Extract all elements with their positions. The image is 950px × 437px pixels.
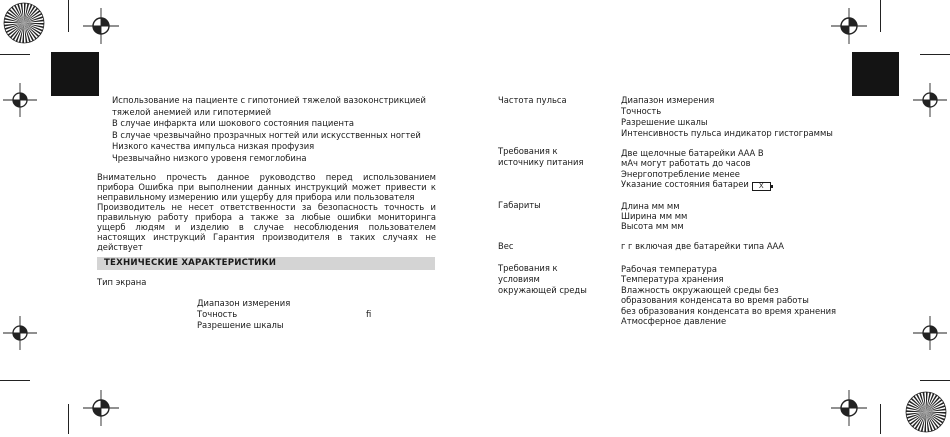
registration-mark-left-upper (2, 82, 38, 118)
power-label-line-2: источнику питания (498, 157, 584, 167)
trim-line-right-bottom (920, 380, 950, 381)
dimensions-width: Ширина мм мм (621, 211, 688, 221)
battery-icon: X (752, 182, 771, 191)
registration-mark-right-upper (912, 82, 948, 118)
trim-line-bottom-left (68, 404, 69, 434)
bullet-line-2: тяжелой анемией или гипотермией (112, 107, 272, 117)
warning-line-3: неправильному измерению или ущербу для прибора или пользователя (97, 192, 415, 202)
starburst-mark-top-left (3, 2, 45, 44)
black-color-block-right (852, 52, 899, 96)
environment-humidity-line-1: Влажность окружающей среды без (621, 285, 779, 295)
bullet-line-3: В случае инфаркта или шокового состояния пациента (112, 118, 354, 128)
power-spec-capacity: мАч могут работать до часов (621, 158, 751, 168)
environment-pressure: Атмосферное давление (621, 316, 727, 326)
warning-line-4: Производитель не несет ответственности за безопасность точность и (97, 202, 436, 212)
dimensions-label: Габариты (498, 200, 541, 210)
pulse-spec-intensity: Интенсивность пульса индикатор гистограммы (621, 128, 833, 138)
warning-line-6: ущерб людям и изделию в случае несоблюдения пользователем (97, 222, 436, 232)
screen-type-label: Тип экрана (97, 277, 147, 287)
power-label-line-1: Требования к (498, 146, 558, 156)
environment-label-line-3: окружающей среды (498, 285, 587, 295)
black-color-block-left (51, 52, 99, 96)
environment-operating-temp: Рабочая температура (621, 264, 717, 274)
pulse-spec-resolution: Разрешение шкалы (621, 117, 708, 127)
warning-line-5: правильную работу прибора а также за любые ошибки мониторинга (97, 212, 436, 222)
pulse-spec-range: Диапазон измерения (621, 95, 715, 105)
trim-line-top-right (880, 0, 881, 32)
pulse-rate-label: Частота пульса (498, 95, 567, 105)
power-spec-batteries: Две щелочные батарейки ААА В (621, 148, 764, 158)
environment-label-line-2: условиям (498, 274, 540, 284)
warning-line-7: настоящих инструкций Гарантия производителя в таких случаях не (97, 232, 436, 242)
environment-storage-temp: Температура хранения (621, 274, 724, 284)
power-spec-battery-indication (621, 179, 771, 191)
environment-humidity-line-2: образования конденсата во время работы (621, 295, 809, 305)
trim-line-top-left (68, 0, 69, 32)
starburst-mark-bottom-right (905, 391, 947, 433)
screen-spec-range: Диапазон измерения (197, 298, 291, 308)
pulse-spec-accuracy: Точность (621, 106, 662, 116)
screen-spec-resolution: Разрешение шкалы (197, 320, 284, 330)
registration-mark-top-right (829, 6, 869, 46)
environment-label-line-1: Требования к (498, 263, 558, 273)
section-header (97, 257, 435, 270)
registration-mark-bottom-right (829, 388, 869, 428)
warning-line-2: прибора Ошибка при выполнении данных инструкций может привести к (97, 182, 436, 192)
weight-value: г г включая две батарейки типа ААА (621, 241, 785, 251)
warning-line-1: Внимательно прочесть данное руководство перед использованием (97, 172, 436, 182)
stray-glyph: fi (366, 309, 372, 319)
registration-mark-right-lower (912, 315, 948, 351)
section-header-title: ТЕХНИЧЕСКИЕ ХАРАКТЕРИСТИКИ (104, 258, 277, 268)
dimensions-height: Высота мм мм (621, 221, 684, 231)
battery-indication-text: Указание состояния батареи (621, 179, 749, 189)
bullet-line-1: Использование на пациенте с гипотонией тяжелой вазоконстрикцией (112, 95, 426, 105)
environment-humidity-line-3: без образования конденсата во время хранения (621, 306, 837, 316)
bullet-line-4: В случае чрезвычайно прозрачных ногтей или искусственных ногтей (112, 130, 421, 140)
registration-mark-bottom-left (81, 388, 121, 428)
registration-mark-top-left (81, 6, 121, 46)
warning-line-8: действует (97, 242, 143, 252)
trim-line-bottom-right (880, 404, 881, 434)
registration-mark-left-lower (2, 315, 38, 351)
screen-spec-accuracy: Точность (197, 309, 238, 319)
trim-line-left-bottom (0, 380, 30, 381)
bullet-line-5: Низкого качества импульса низкая профузия (112, 141, 315, 151)
trim-line-left-top (0, 54, 30, 55)
dimensions-length: Длина мм мм (621, 201, 680, 211)
trim-line-right-top (920, 54, 950, 55)
power-spec-consumption: Энергопотребление менее (621, 169, 740, 179)
bullet-line-6: Чрезвычайно низкого уровеня гемоглобина (112, 153, 307, 163)
weight-label: Вес (498, 241, 514, 251)
